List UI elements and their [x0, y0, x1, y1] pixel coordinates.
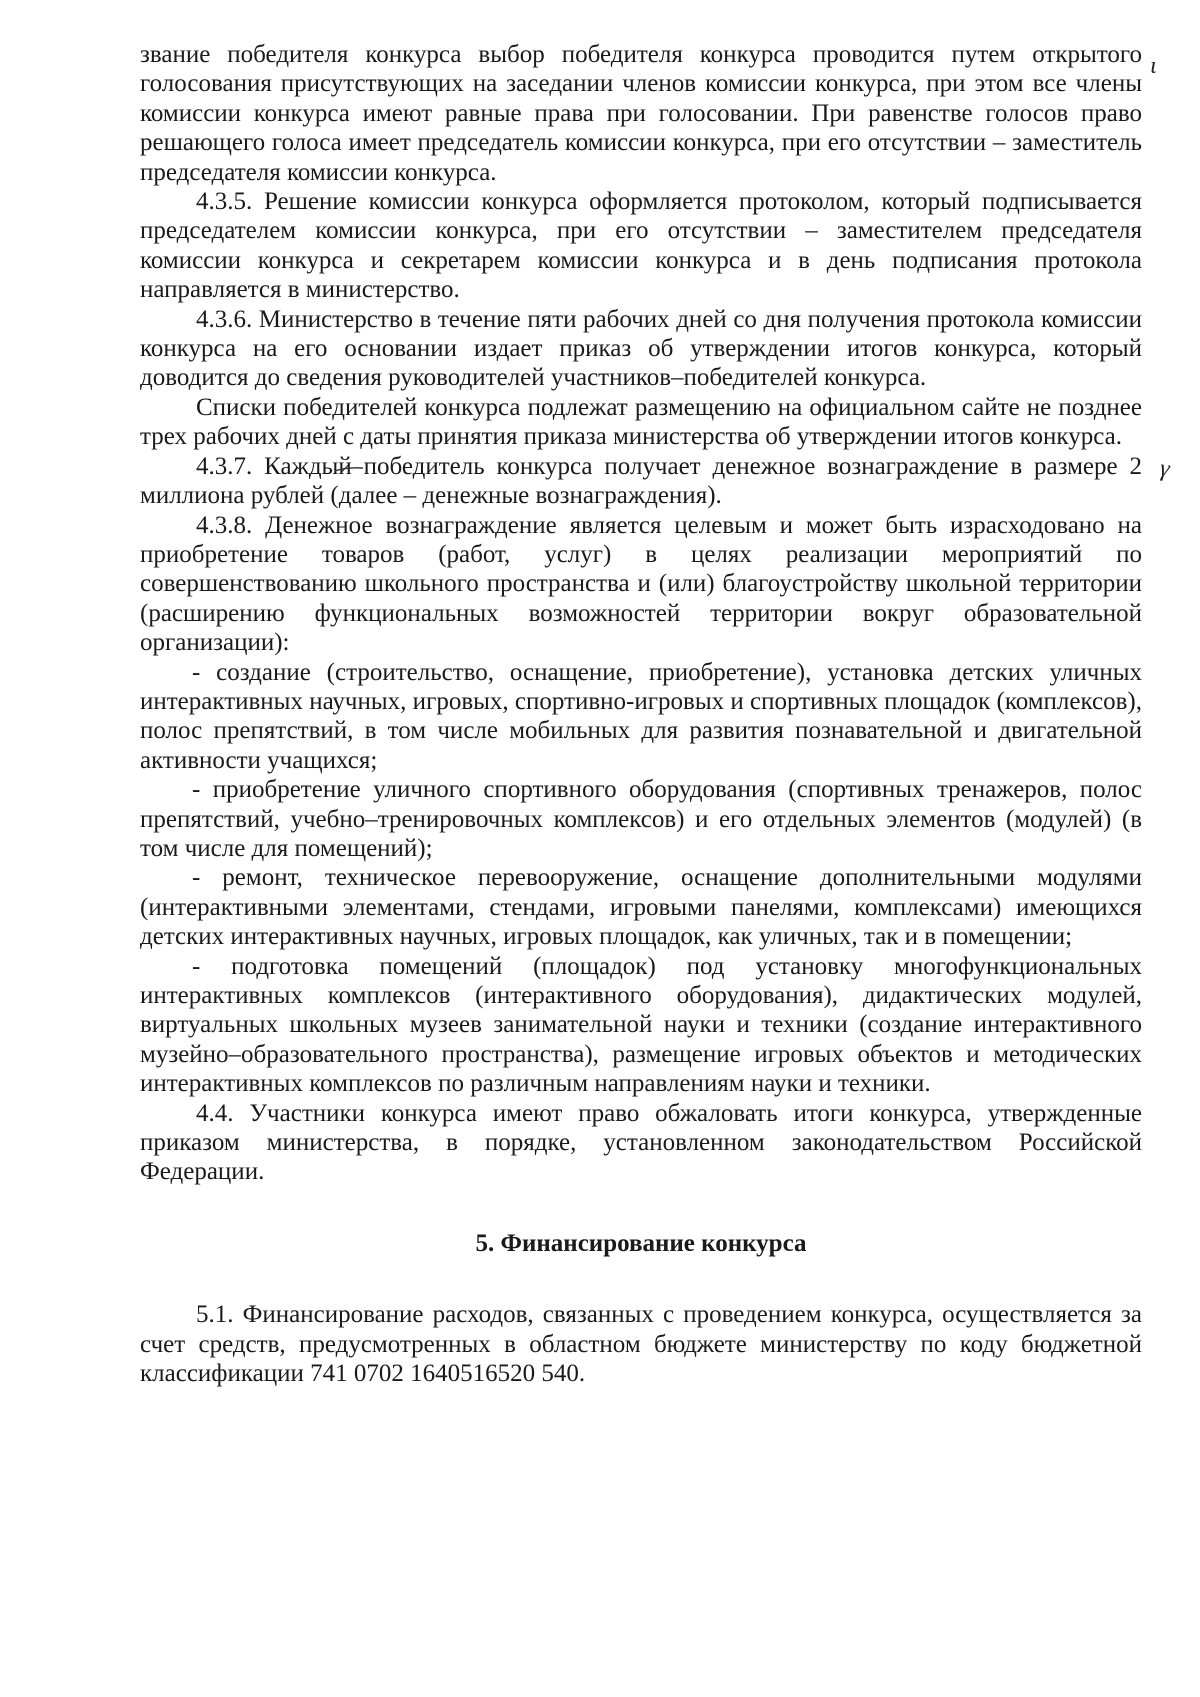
paragraph-4-4: 4.4. Участники конкурса имеют право обжаловать итоги конкурса, утвержденные приказом министерства, в порядке, установленном законодательством Российской Федерации.	[140, 1099, 1142, 1186]
margin-handwritten-mark-top: ι	[1150, 53, 1157, 79]
section-5-title: 5. Финансирование конкурса	[475, 1229, 807, 1257]
document-body	[140, 40, 1142, 1388]
list-item-preparation: - подготовка помещений (площадок) под установку многофункциональных интерактивных комплексов (интерактивного оборудования), дидактических модулей, виртуальных школьных музеев занимательной науки и техники (создание интерактивного музейно–образовательного пространства), размещение игровых объектов и методических интерактивных комплексов по различным направлениям науки и техники.	[140, 952, 1142, 1098]
paragraph-4-3-8: 4.3.8. Денежное вознаграждение является целевым и может быть израсходовано на приобретение товаров (работ, услуг) в целях реализации мероприятий по совершенствованию школьного пространства и (или) благоустройству школьной территории (расширению функциональных возможностей территории вокруг образовательной организации):	[140, 511, 1142, 657]
list-item-purchase: - приобретение уличного спортивного оборудования (спортивных тренажеров, полос препятствий, учебно–тренировочных комплексов) и его отдельных элементов (модулей) (в том числе для помещений);	[140, 776, 1142, 862]
list-item-repair: - ремонт, техническое перевооружение, оснащение дополнительными модулями (интерактивными элементами, стендами, игровыми панелями, комплексами) имеющихся детских интерактивных научных, игровых площадок, как уличных, так и в помещении;	[140, 864, 1142, 951]
paragraph-5-1: 5.1. Финансирование расходов, связанных с проведением конкурса, осуществляется за счет средств, предусмотренных в областном бюджете министерству по коду бюджетной классификации 741 0702 1640516520 540.	[140, 1301, 1142, 1388]
paragraph-4-3-6: 4.3.6. Министерство в течение пяти рабочих дней со дня получения протокола комиссии конкурса на его основании издает приказ об утверждении итогов конкурса, который доводится до сведения руководителей участников–победителей конкурса.	[140, 305, 1142, 392]
paragraph-4-3-5: 4.3.5. Решение комиссии конкурса оформляется протоколом, который подписывается председателем комиссии конкурса, при его отсутствии – заместителем председателя комиссии конкурса и секретарем комиссии конкурса и в день подписания протокола направляется в министерство.	[140, 188, 1142, 304]
paragraph-winners-lists: Списки победителей конкурса подлежат размещению на официальном сайте не позднее трех рабочих дней с даты принятия приказа министерства об утверждении итогов конкурса.	[140, 393, 1142, 451]
handwritten-pen-stroke	[334, 466, 364, 472]
list-item-creation: - создание (строительство, оснащение, приобретение), установка детских уличных интерактивных научных, игровых, спортивно-игровых и спортивных площадок (комплексов), полос препятствий, в том числе мобильных для развития познавательной и двигательной активности учащихся;	[140, 658, 1142, 774]
margin-handwritten-mark-middle: γ	[1158, 455, 1172, 483]
paragraph-voting: звание победителя конкурса выбор победителя конкурса проводится путем открытого голосования присутствующих на заседании членов комиссии конкурса, при этом все члены комиссии конкурса имеют равные права при голосовании. При равенстве голосов право решающего голоса имеет председатель комиссии конкурса, при его отсутствии – заместитель председателя комиссии конкурса.	[140, 41, 1142, 186]
paragraph-4-3-7: 4.3.7. Каждый победитель конкурса получает денежное вознаграждение в размере 2 миллиона рублей (далее – денежные вознаграждения).	[140, 452, 1142, 510]
